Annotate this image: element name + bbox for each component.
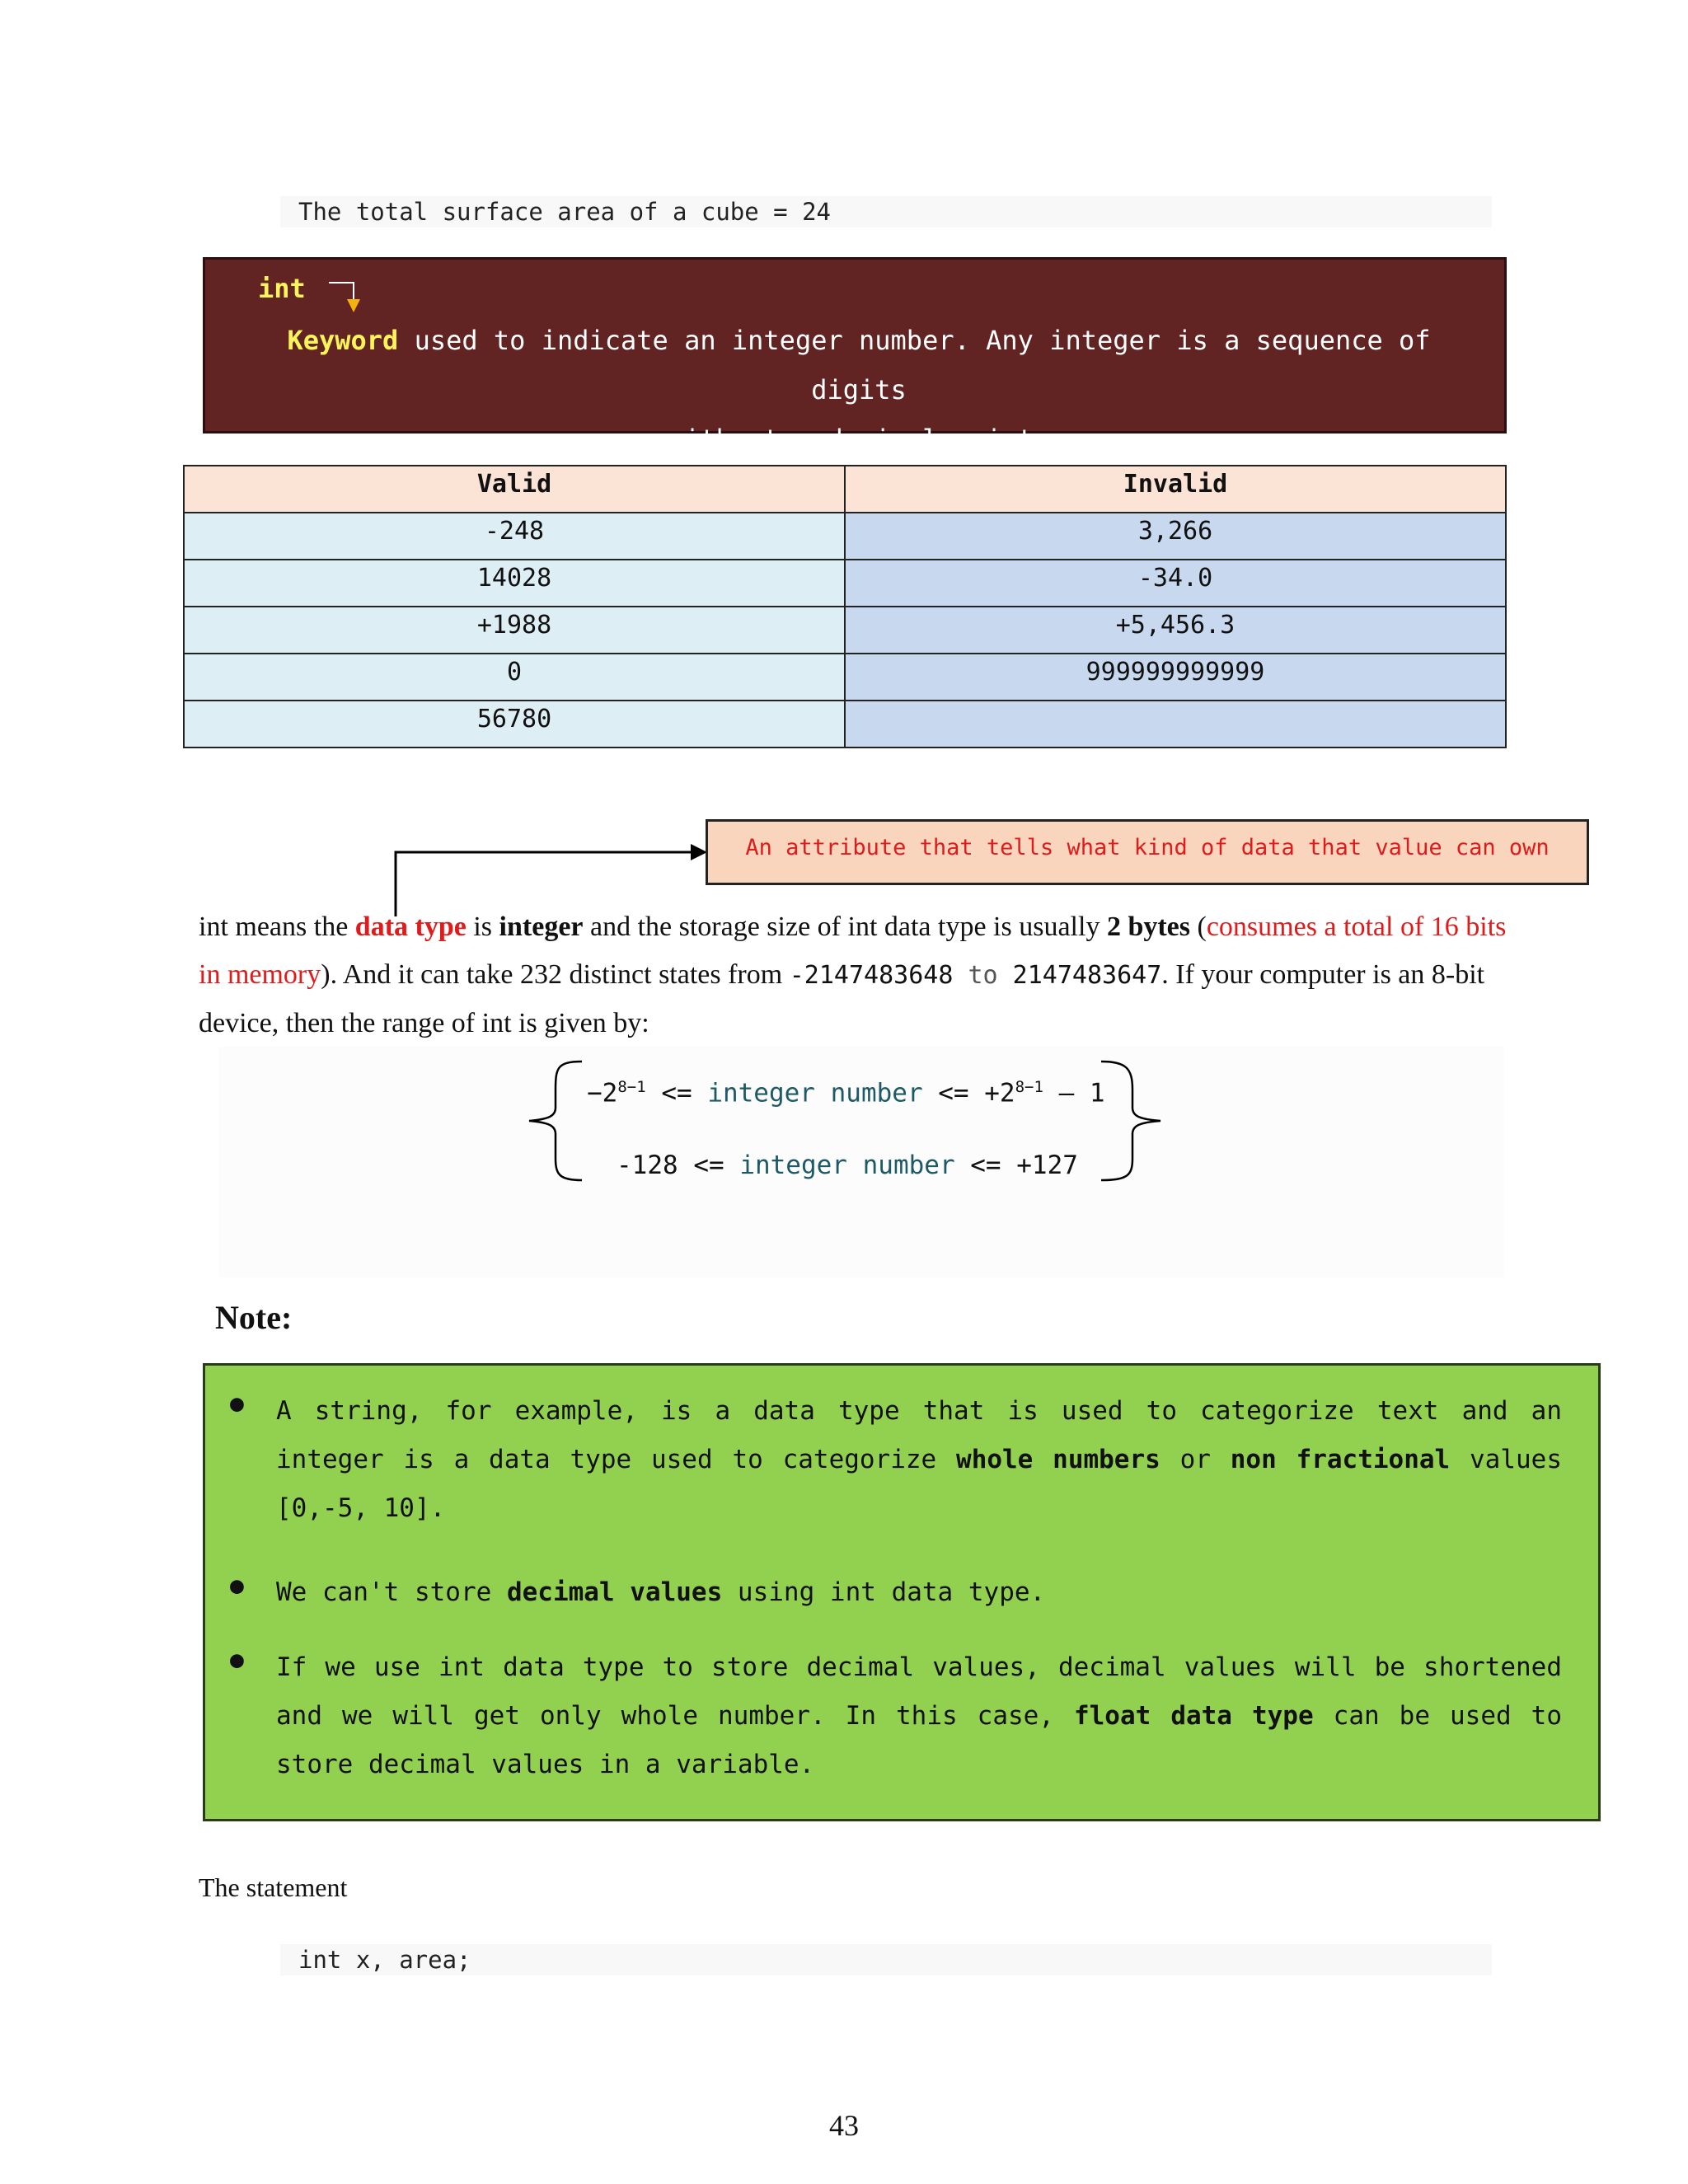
- text: int means the: [199, 912, 355, 942]
- valid-cell: 56780: [184, 701, 845, 748]
- output-line: The total surface area of a cube = 24: [280, 196, 1492, 227]
- note-item-3: [276, 1643, 1562, 1789]
- text: If we use int data type to store decimal values, decimal values will be shortened: [276, 1652, 1562, 1682]
- text: values: [1450, 1445, 1562, 1474]
- text: device, then the range of int is given by:: [199, 1008, 649, 1038]
- text: We can't store: [276, 1577, 507, 1607]
- int-description: [238, 316, 1479, 464]
- statement-label: The statement: [199, 1872, 348, 1902]
- text: using int data type.: [722, 1577, 1046, 1607]
- desc-line1: used to indicate an integer number. Any integer is a sequence of digits: [398, 325, 1431, 405]
- bullet-icon: ●: [230, 1646, 244, 1673]
- invalid-cell: [845, 701, 1506, 748]
- table-row: [184, 513, 1506, 560]
- bold-term: non fractional: [1230, 1445, 1451, 1474]
- table-row: [184, 607, 1506, 654]
- text: -128 <=: [617, 1151, 740, 1180]
- keyword-word: Keyword: [287, 325, 399, 356]
- text: or: [1160, 1445, 1231, 1474]
- text: [0,-5, 10].: [276, 1493, 446, 1523]
- valid-cell: 14028: [184, 560, 845, 607]
- text: A string, for example, is a data type that is used to categorize text and an: [276, 1396, 1562, 1426]
- integer-term: integer: [499, 912, 584, 942]
- header-invalid: Invalid: [845, 466, 1506, 513]
- table-row: [184, 560, 1506, 607]
- text: is: [466, 912, 499, 942]
- bullet-icon: ●: [230, 1572, 244, 1599]
- text: ). And it can take 232 distinct states from: [321, 959, 790, 990]
- body-paragraph: [199, 903, 1509, 1047]
- invalid-cell: -34.0: [845, 560, 1506, 607]
- text: (: [1190, 912, 1207, 942]
- max-value: 2147483647: [1012, 961, 1162, 990]
- table-row: [184, 701, 1506, 748]
- text: and we will get only whole number. In this case,: [276, 1701, 1074, 1731]
- code-line: int x, area;: [280, 1944, 1492, 1975]
- desc-line2: without a decimal point.: [668, 424, 1050, 455]
- text: <=: [645, 1078, 708, 1108]
- table-header-row: [184, 466, 1506, 513]
- data-type-term: data type: [354, 912, 467, 942]
- text: and the storage size of int data type is usually: [583, 912, 1107, 942]
- two-bytes-term: 2 bytes: [1106, 912, 1191, 942]
- note-box: [203, 1363, 1601, 1821]
- integer-number-term: integer number: [707, 1078, 923, 1108]
- to-word: to: [953, 961, 1013, 990]
- min-value: -2147483648: [789, 961, 954, 990]
- text: . If your computer is an 8-bit: [1161, 959, 1485, 990]
- consumes-text-cont: in memory: [199, 959, 321, 990]
- bold-term: decimal values: [506, 1577, 723, 1607]
- text: <= +127: [954, 1151, 1078, 1180]
- text: can be used to: [1313, 1701, 1562, 1731]
- bullet-icon: ●: [230, 1390, 244, 1417]
- note-item-1: [276, 1387, 1562, 1533]
- int-keyword-box: [203, 257, 1507, 455]
- valid-invalid-table: [183, 465, 1507, 748]
- down-arrow-icon: [329, 281, 370, 314]
- text: <= +2: [922, 1078, 1015, 1108]
- invalid-cell: 999999999999: [845, 654, 1506, 701]
- consumes-text: consumes a total of 16 bits: [1206, 912, 1507, 942]
- invalid-cell: 3,266: [845, 513, 1506, 560]
- text: store decimal values in a variable.: [276, 1750, 815, 1779]
- bold-term: float data type: [1073, 1701, 1314, 1731]
- valid-cell: 0: [184, 654, 845, 701]
- page-number: 43: [829, 2109, 859, 2142]
- exponent: 8−1: [1015, 1078, 1043, 1096]
- integer-number-term: integer number: [739, 1151, 955, 1180]
- data-type-annotation: An attribute that tells what kind of data that value can own: [706, 819, 1589, 885]
- text: −2: [587, 1078, 618, 1108]
- bold-term: whole numbers: [956, 1445, 1160, 1474]
- text: – 1: [1043, 1078, 1105, 1108]
- range-values: [617, 1151, 1078, 1180]
- table-row: [184, 654, 1506, 701]
- valid-cell: -248: [184, 513, 845, 560]
- int-keyword-label: int: [258, 273, 306, 304]
- note-heading: Note:: [215, 1299, 293, 1336]
- header-valid: Valid: [184, 466, 845, 513]
- note-item-2: [276, 1568, 1562, 1617]
- invalid-cell: +5,456.3: [845, 607, 1506, 654]
- range-formula: [587, 1078, 1105, 1108]
- exponent: 8−1: [617, 1078, 646, 1096]
- text: integer is a data type used to categorize: [276, 1445, 957, 1474]
- valid-cell: +1988: [184, 607, 845, 654]
